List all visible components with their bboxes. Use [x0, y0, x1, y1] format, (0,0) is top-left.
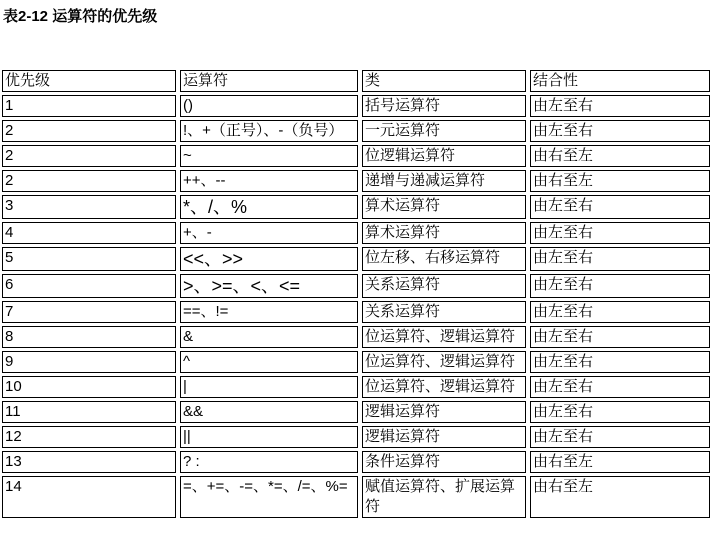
cell-category: 算术运算符	[362, 222, 526, 244]
header-associativity: 结合性	[530, 70, 710, 92]
cell-operators: >、>=、<、<=	[180, 274, 358, 298]
cell-operators: ? :	[180, 451, 358, 473]
cell-priority: 5	[2, 247, 176, 271]
cell-associativity: 由左至右	[530, 222, 710, 244]
header-row	[2, 70, 710, 92]
cell-operators: !、+（正号）、-（负号）	[180, 120, 358, 142]
cell-operators: &	[180, 326, 358, 348]
table-row	[2, 476, 710, 518]
cell-priority: 7	[2, 301, 176, 323]
cell-priority: 12	[2, 426, 176, 448]
table-row	[2, 451, 710, 473]
cell-category: 位逻辑运算符	[362, 145, 526, 167]
cell-category: 递增与递减运算符	[362, 170, 526, 192]
cell-associativity: 由左至右	[530, 376, 710, 398]
cell-category: 括号运算符	[362, 95, 526, 117]
cell-priority: 6	[2, 274, 176, 298]
table-body	[2, 95, 710, 518]
cell-priority: 2	[2, 145, 176, 167]
cell-priority: 14	[2, 476, 176, 518]
cell-category: 一元运算符	[362, 120, 526, 142]
cell-category: 关系运算符	[362, 301, 526, 323]
cell-operators: ==、!=	[180, 301, 358, 323]
cell-associativity: 由左至右	[530, 326, 710, 348]
table-row	[2, 401, 710, 423]
cell-operators: ()	[180, 95, 358, 117]
table-caption: 表2-12 运算符的优先级	[3, 8, 158, 25]
cell-category: 条件运算符	[362, 451, 526, 473]
table-row	[2, 426, 710, 448]
table-row	[2, 247, 710, 271]
cell-category: 赋值运算符、扩展运算符	[362, 476, 526, 518]
cell-operators: <<、>>	[180, 247, 358, 271]
cell-priority: 2	[2, 120, 176, 142]
cell-category: 位运算符、逻辑运算符	[362, 326, 526, 348]
cell-operators: ^	[180, 351, 358, 373]
table-row	[2, 170, 710, 192]
cell-operators: *、/、%	[180, 195, 358, 219]
cell-priority: 9	[2, 351, 176, 373]
header-priority: 优先级	[2, 70, 176, 92]
cell-associativity: 由左至右	[530, 195, 710, 219]
cell-operators: &&	[180, 401, 358, 423]
cell-category: 逻辑运算符	[362, 401, 526, 423]
cell-priority: 3	[2, 195, 176, 219]
cell-operators: ~	[180, 145, 358, 167]
cell-operators: ||	[180, 426, 358, 448]
header-category: 类	[362, 70, 526, 92]
cell-category: 位左移、右移运算符	[362, 247, 526, 271]
table-row	[2, 222, 710, 244]
cell-priority: 1	[2, 95, 176, 117]
cell-operators: |	[180, 376, 358, 398]
header-operators: 运算符	[180, 70, 358, 92]
table-row	[2, 95, 710, 117]
cell-associativity: 由右至左	[530, 145, 710, 167]
cell-category: 位运算符、逻辑运算符	[362, 376, 526, 398]
cell-associativity: 由左至右	[530, 401, 710, 423]
table-row	[2, 145, 710, 167]
cell-associativity: 由右至左	[530, 476, 710, 518]
cell-category: 逻辑运算符	[362, 426, 526, 448]
cell-priority: 8	[2, 326, 176, 348]
cell-priority: 2	[2, 170, 176, 192]
table-row	[2, 195, 710, 219]
cell-associativity: 由右至左	[530, 451, 710, 473]
cell-priority: 10	[2, 376, 176, 398]
cell-category: 位运算符、逻辑运算符	[362, 351, 526, 373]
cell-category: 算术运算符	[362, 195, 526, 219]
operator-precedence-table	[0, 67, 714, 521]
cell-priority: 4	[2, 222, 176, 244]
table-row	[2, 351, 710, 373]
cell-category: 关系运算符	[362, 274, 526, 298]
table-row	[2, 301, 710, 323]
cell-associativity: 由左至右	[530, 95, 710, 117]
cell-operators: ++、--	[180, 170, 358, 192]
cell-associativity: 由左至右	[530, 426, 710, 448]
cell-associativity: 由左至右	[530, 351, 710, 373]
table-row	[2, 274, 710, 298]
table-row	[2, 120, 710, 142]
cell-priority: 11	[2, 401, 176, 423]
cell-associativity: 由左至右	[530, 274, 710, 298]
cell-associativity: 由左至右	[530, 247, 710, 271]
cell-operators: =、+=、-=、*=、/=、%=	[180, 476, 358, 518]
cell-associativity: 由左至右	[530, 301, 710, 323]
cell-associativity: 由右至左	[530, 170, 710, 192]
table-row	[2, 326, 710, 348]
table-row	[2, 376, 710, 398]
cell-operators: +、-	[180, 222, 358, 244]
cell-associativity: 由左至右	[530, 120, 710, 142]
cell-priority: 13	[2, 451, 176, 473]
